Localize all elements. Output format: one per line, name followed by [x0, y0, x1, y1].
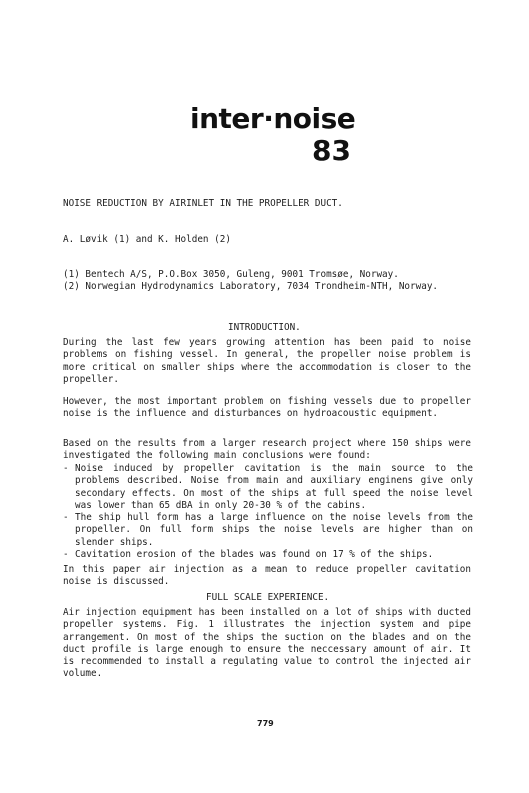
page-number: 779: [257, 719, 274, 728]
paper-title: NOISE REDUCTION BY AIRINLET IN THE PROPELLER DUCT.: [63, 198, 343, 209]
conference-logo-year: 83: [312, 134, 351, 167]
intro-paragraph-2: However, the most important problem on fishing vessels due to propeller noise is the influence and disturbances on hydroacoustic equipment.: [63, 396, 471, 420]
section-heading-introduction: INTRODUCTION.: [228, 322, 301, 333]
conclusion-text: The ship hull form has a large influence on the noise levels from the propeller. On full form ships the noise levels are higher than on slender ships.: [75, 512, 473, 548]
intro-closing-paragraph: In this paper air injection as a mean to reduce propeller cavitation noise is discussed.: [63, 564, 471, 588]
affiliation-1: (1) Bentech A/S, P.O.Box 3050, Guleng, 9001 Tromsøe, Norway.: [63, 269, 399, 280]
conclusions-list: [63, 463, 473, 561]
intro-paragraph-1: During the last few years growing attention has been paid to noise problems on fishing vessel. In general, the propeller noise problem is more critical on smaller ships where the accommodation is closer to the propeller.: [63, 337, 471, 385]
list-item: - Cavitation erosion of the blades was found on 17 % of the ships.: [63, 549, 434, 561]
conclusion-text: Cavitation erosion of the blades was found on 17 % of the ships.: [75, 549, 434, 561]
paper-authors: A. Løvik (1) and K. Holden (2): [63, 234, 231, 245]
affiliation-2: (2) Norwegian Hydrodynamics Laboratory, 7034 Trondheim-NTH, Norway.: [63, 281, 439, 292]
list-item: - Noise induced by propeller cavitation is the main source to the problems described. Noise from main and auxiliary enginens give only secondary effects. On most of the ships at full speed the noise level was lower than 65 dBA in only 20-30 % of the cabins.: [63, 463, 473, 511]
section-heading-full-scale: FULL SCALE EXPERIENCE.: [206, 592, 330, 603]
list-item: - The ship hull form has a large influence on the noise levels from the propeller. On full form ships the noise levels are higher than on slender ships.: [63, 512, 473, 548]
intro-paragraph-3: Based on the results from a larger research project where 150 ships were investigated the following main conclusions were found:: [63, 438, 471, 462]
full-scale-paragraph: Air injection equipment has been installed on a lot of ships with ducted propeller systems. Fig. 1 illustrates the injection system and pipe arrangement. On most of the ships the suction on the blades and on the duct profile is large enough to ensure the neccessary amount of air. It is recommended to install a regulating value to control the injected air volume.: [63, 607, 471, 680]
conference-logo-title: inter·noise: [190, 102, 356, 135]
conclusion-text: Noise induced by propeller cavitation is the main source to the problems described. Noise from main and auxiliary enginens give only secondary effects. On most of the ships at full speed the noise level was lower than 65 dBA in only 20-30 % of the cabins.: [75, 463, 473, 511]
